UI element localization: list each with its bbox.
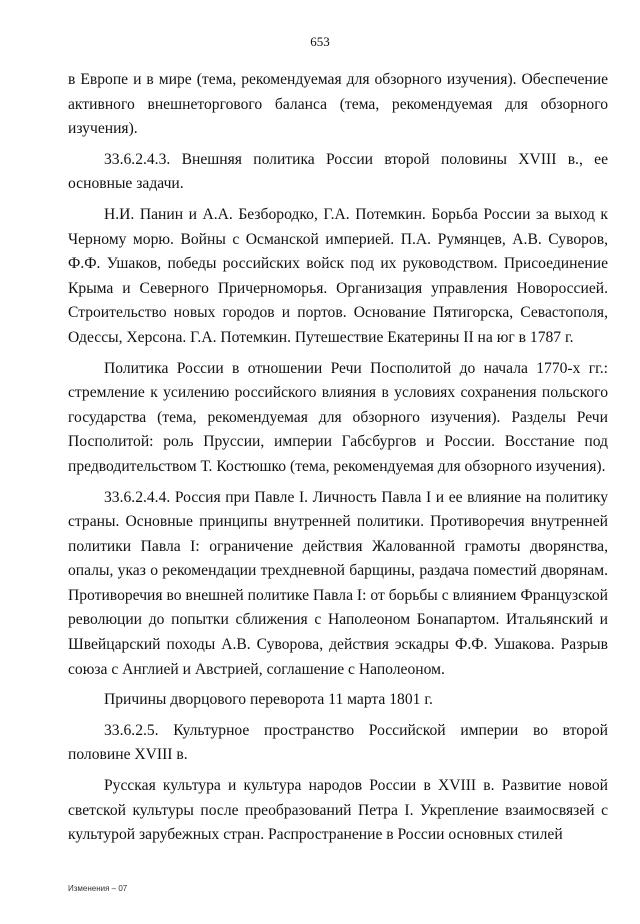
section-heading-33-6-2-4-3: 33.6.2.4.3. Внешняя политика России второй половины XVIII в., ее основные задачи. [68,150,608,193]
page-number: 653 [310,34,330,49]
section-heading-33-6-2-5: 33.6.2.5. Культурное пространство Российской империи во второй половине XVIII в. [68,721,608,764]
paragraph: Русская культура и культура народов России в XVIII в. Развитие новой светской культуры после преобразований Петра I. Укрепление взаимосвязей с культурой зарубежных стран. Распространение в России основных стилей [68,777,608,844]
paragraph: Политика России в отношении Речи Посполитой до начала 1770-х гг.: стремление к усилению российского влияния в условиях сохранения польского государства (тема, рекомендуемая для обзорного изучения). Разделы Речи Посполитой: роль Пруссии, империи Габсбургов и России. Восстание под предводительством Т. Костюшко (тема, рекомендуемая для обзорного изучения). [68,359,608,475]
footer-revision-note: Изменения – 07 [68,884,128,893]
section-heading-33-6-2-4-4: 33.6.2.4.4. Россия при Павле I. Личность Павла I и ее влияние на политику страны. Основные принципы внутренней политики. Противоречия внутренней политики Павла I: ограничение действия Жалованной грамоты дворянства, опалы, указ о рекомендации трехдневной барщины, раздача поместий дворянам. Противоречия во внешней политике Павла I: от борьбы с влиянием Французской революции до попытки сближения с Наполеоном Бонапартом. Итальянский и Швейцарский походы А.В. Суворова, действия эскадры Ф.Ф. Ушакова. Разрыв союза с Англией и Австрией, соглашение с Наполеоном. [68,488,608,678]
paragraph: Н.И. Панин и А.А. Безбородко, Г.А. Потемкин. Борьба России за выход к Черному морю. Войны с Османской империей. П.А. Румянцев, А.В. Суворов, Ф.Ф. Ушаков, победы российских войск под их руководством. Присоединение Крыма и Северного Причерноморья. Организация управления Новороссией. Строительство новых городов и портов. Основание Пятигорска, Севастополя, Одессы, Херсона. Г.А. Потемкин. Путешествие Екатерины II на юг в 1787 г. [68,205,608,346]
paragraph: Причины дворцового переворота 11 марта 1801 г. [104,691,433,709]
document-body [68,68,608,854]
paragraph-continuation: в Европе и в мире (тема, рекомендуемая для обзорного изучения). Обеспечение активного внешнеторгового баланса (тема, рекомендуемая для обзорного изучения). [68,71,608,138]
